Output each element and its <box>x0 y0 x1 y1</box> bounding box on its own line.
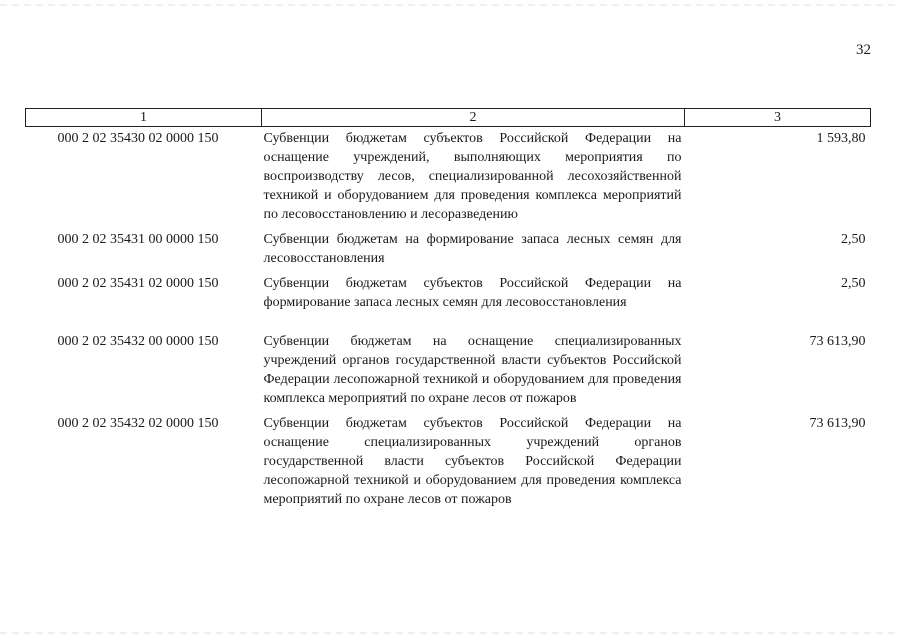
scan-artifact-top <box>0 4 897 6</box>
budget-code: 000 2 02 35432 00 0000 150 <box>57 334 219 349</box>
table-row <box>26 127 871 231</box>
budget-description: Субвенции бюджетам на формирование запаса лесных семян для лесовосстановления <box>263 232 682 266</box>
table-row <box>26 230 871 274</box>
budget-code: 000 2 02 35431 02 0000 150 <box>57 276 219 291</box>
budget-description: Субвенции бюджетам субъектов Российской Федерации на оснащение учреждений, выполняющих мероприятия по воспроизводству лесов, специализированной лесохозяйственной техникой и оборудованием для проведения комплекса мероприятий по лесовосстановлению и лесоразведению <box>263 131 682 222</box>
table-header-row <box>26 109 871 127</box>
budget-amount: 2,50 <box>841 276 866 291</box>
table-row <box>26 332 871 414</box>
budget-amount: 2,50 <box>841 232 866 247</box>
budget-description: Субвенции бюджетам субъектов Российской Федерации на оснащение специализированных учреждений органов государственной власти субъектов Российской Федерации лесопожарной техникой и оборудованием для проведения комплекса мероприятий по охране лесов от пожаров <box>263 416 682 507</box>
budget-amount: 73 613,90 <box>809 334 866 349</box>
table-row <box>26 414 871 515</box>
budget-amount: 73 613,90 <box>809 416 866 431</box>
scan-artifact-bottom <box>0 632 897 634</box>
table-row <box>26 274 871 332</box>
budget-table <box>25 108 871 515</box>
budget-description: Субвенции бюджетам на оснащение специализированных учреждений органов государственной власти субъектов Российской Федерации лесопожарной техникой и оборудованием для проведения комплекса мероприятий по охране лесов от пожаров <box>263 334 682 406</box>
column-header-amount: 3 <box>685 109 871 127</box>
budget-code: 000 2 02 35430 02 0000 150 <box>57 131 219 146</box>
column-header-description: 2 <box>262 109 685 127</box>
column-header-code: 1 <box>26 109 262 127</box>
budget-amount: 1 593,80 <box>816 131 866 146</box>
budget-description: Субвенции бюджетам субъектов Российской Федерации на формирование запаса лесных семян для лесовосстановления <box>263 276 682 310</box>
page-number: 32 <box>856 42 871 58</box>
budget-code: 000 2 02 35432 02 0000 150 <box>57 416 219 431</box>
budget-code: 000 2 02 35431 00 0000 150 <box>57 232 219 247</box>
